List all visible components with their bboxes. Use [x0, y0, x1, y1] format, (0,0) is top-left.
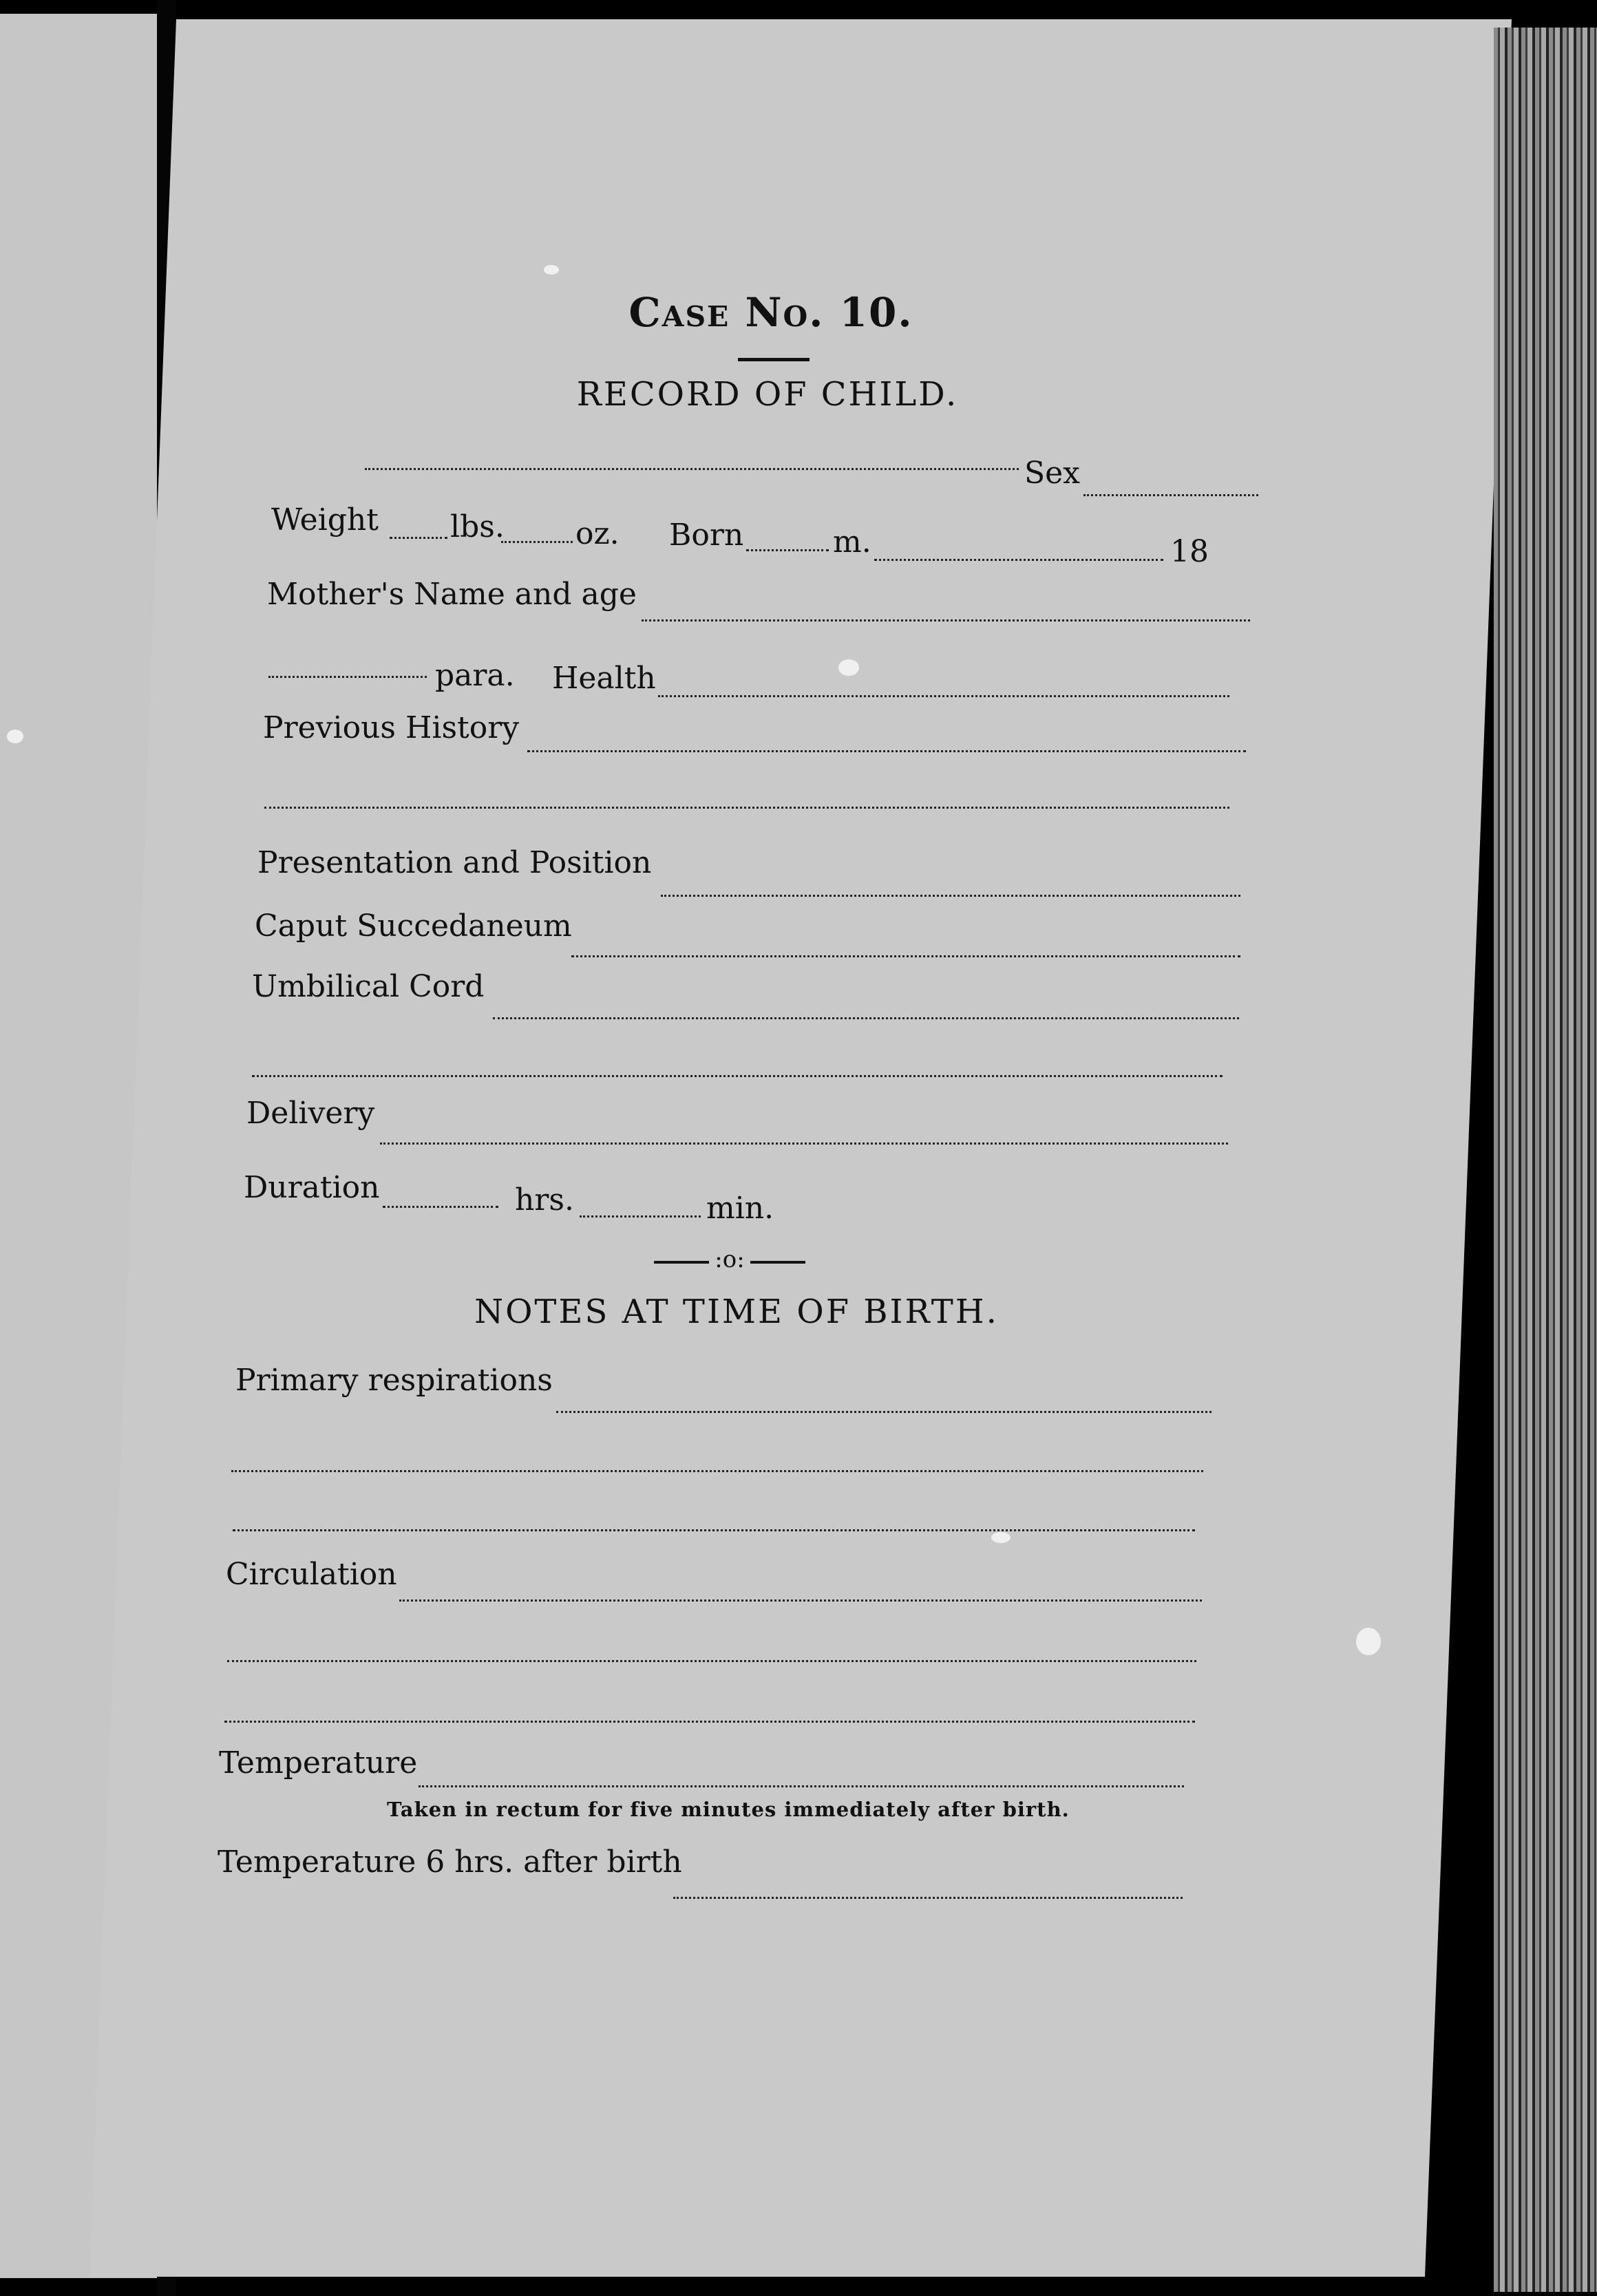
m-label: m. — [833, 524, 871, 560]
health-line[interactable] — [658, 695, 1229, 697]
weight-label: Weight — [271, 502, 379, 538]
weight-oz-line[interactable] — [501, 541, 573, 543]
circulation-line-3[interactable] — [224, 1721, 1195, 1723]
born-day-line[interactable] — [746, 549, 829, 551]
duration-hrs-line[interactable] — [383, 1206, 498, 1208]
title-rule — [738, 358, 810, 361]
duration-min-line[interactable] — [580, 1215, 701, 1218]
section-divider — [654, 1246, 805, 1273]
notes-title: NOTES AT TIME OF BIRTH. — [474, 1293, 999, 1331]
para-label: para. — [435, 658, 515, 693]
temperature-6hrs-line[interactable] — [673, 1897, 1183, 1899]
temperature-label: Temperature — [219, 1745, 418, 1781]
record-title: RECORD OF CHILD. — [576, 375, 959, 414]
divider-bar-right — [750, 1261, 805, 1264]
duration-label: Duration — [244, 1170, 380, 1205]
mothers-name-label: Mother's Name and age — [267, 577, 637, 612]
min-label: min. — [706, 1191, 774, 1226]
case-title: Case No. 10. — [628, 289, 913, 336]
previous-history-label: Previous History — [263, 710, 520, 745]
primary-respirations-line-3[interactable] — [233, 1529, 1195, 1531]
presentation-label: Presentation and Position — [257, 845, 652, 880]
name-line[interactable] — [365, 468, 1019, 470]
umbilical-label: Umbilical Cord — [252, 969, 485, 1004]
born-month-line[interactable] — [874, 559, 1163, 561]
primary-respirations-line-2[interactable] — [231, 1470, 1203, 1472]
temperature-note: Taken in rectum for five minutes immediately after birth. — [387, 1798, 1070, 1821]
para-line[interactable] — [268, 676, 427, 678]
health-label: Health — [552, 661, 656, 696]
circulation-line-2[interactable] — [227, 1660, 1196, 1662]
born-label: Born — [669, 518, 744, 553]
circulation-line-1[interactable] — [399, 1599, 1202, 1602]
weight-lbs-line[interactable] — [390, 537, 447, 539]
lbs-label: lbs. — [450, 509, 505, 544]
umbilical-line-1[interactable] — [493, 1017, 1239, 1019]
presentation-line[interactable] — [661, 895, 1240, 897]
mothers-name-line[interactable] — [642, 619, 1250, 621]
previous-history-line-2[interactable] — [264, 807, 1229, 809]
delivery-label: Delivery — [246, 1096, 375, 1131]
divider-symbol: :o: — [715, 1246, 745, 1273]
caput-label: Caput Succedaneum — [255, 908, 572, 944]
oz-label: oz. — [575, 516, 620, 551]
previous-history-line-1[interactable] — [527, 750, 1246, 752]
caput-line[interactable] — [571, 955, 1240, 957]
sex-label: Sex — [1024, 456, 1080, 491]
sex-line[interactable] — [1083, 494, 1258, 496]
circulation-label: Circulation — [226, 1557, 397, 1592]
year-prefix: 18 — [1170, 534, 1209, 569]
temperature-6hrs-label: Temperature 6 hrs. after birth — [218, 1845, 682, 1880]
primary-respirations-label: Primary respirations — [235, 1363, 553, 1398]
delivery-line[interactable] — [380, 1142, 1228, 1145]
primary-respirations-line-1[interactable] — [556, 1411, 1212, 1413]
temperature-line[interactable] — [419, 1785, 1184, 1787]
hrs-label: hrs. — [515, 1182, 574, 1218]
divider-bar-left — [654, 1261, 709, 1264]
umbilical-line-2[interactable] — [252, 1075, 1223, 1077]
